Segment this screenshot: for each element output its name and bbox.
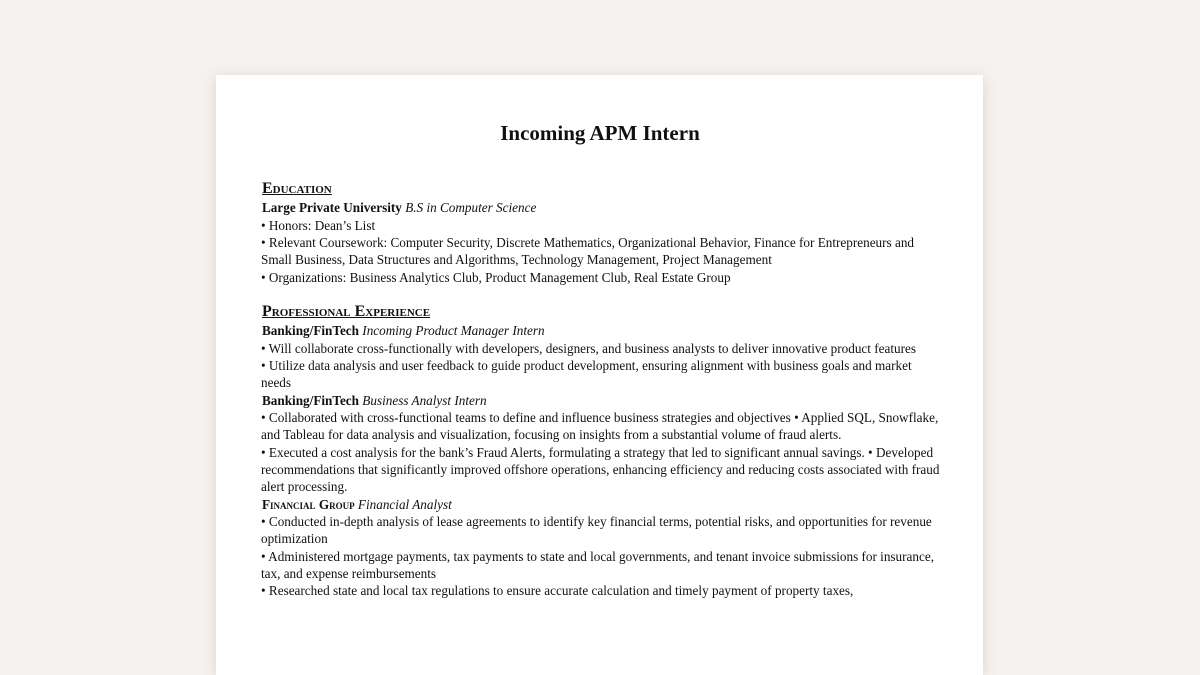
job-entry-2: [262, 392, 940, 410]
job-org: Banking/FinTech: [262, 392, 359, 408]
school-name: Large Private University: [262, 200, 402, 216]
job-3-bullets: [260, 513, 940, 599]
education-bullets: [260, 217, 940, 286]
job-bullet: • Administered mortgage payments, tax payments to state and local governments, and tenant invoice submissions for insurance, tax, and expense reimbursements: [261, 548, 934, 582]
job-role: Incoming Product Manager Intern: [362, 323, 545, 339]
job-bullet: • Utilize data analysis and user feedback to guide product development, ensuring alignment with business goals and market needs: [261, 358, 912, 391]
education-bullet-organizations: • Organizations: Business Analytics Club, Product Management Club, Real Estate Group: [261, 269, 731, 285]
job-entry-1: [262, 322, 940, 340]
education-heading: Education: [262, 180, 332, 198]
job-role: Business Analyst Intern: [362, 392, 487, 408]
job-bullet: • Researched state and local tax regulations to ensure accurate calculation and timely payment of property taxes,: [261, 583, 854, 599]
job-org: Banking/FinTech: [262, 323, 359, 339]
job-role: Financial Analyst: [357, 496, 452, 512]
job-entry-3: [262, 496, 940, 514]
education-bullet-coursework: • Relevant Coursework: Computer Security, Discrete Mathematics, Organizational Behavior, Finance for Entrepreneurs and Small Business, Data Structures and Algorithms, Technology Management, Project Management: [261, 235, 915, 268]
education-entry: [262, 199, 940, 217]
degree: B.S in Computer Science: [405, 200, 537, 216]
job-bullet: • Will collaborate cross-functionally with developers, designers, and business analysts to deliver innovative product features: [261, 340, 916, 356]
section-gap: [260, 286, 940, 302]
resume-page: [216, 75, 983, 675]
experience-heading: Professional Experience: [262, 303, 431, 321]
job-org: Financial Group: [262, 496, 355, 512]
education-bullet-honors: • Honors: Dean’s List: [261, 217, 376, 233]
resume-content: [260, 121, 940, 600]
job-2-bullets: [260, 409, 940, 495]
job-1-bullets: [260, 340, 940, 392]
job-bullet: • Collaborated with cross-functional teams to define and influence business strategies and objectives • Applied SQL, Snowflake, and Tableau for data analysis and visualization, focusing on insights from a substantial volume of fraud alerts.: [261, 410, 939, 443]
job-bullet: • Conducted in-depth analysis of lease agreements to identify key financial terms, potential risks, and opportunities for revenue optimization: [261, 514, 932, 547]
resume-title: Incoming APM Intern: [500, 121, 700, 145]
job-bullet: • Executed a cost analysis for the bank’s Fraud Alerts, formulating a strategy that led to significant annual savings. • Developed recommendations that significantly improved offshore operations, enhancing efficiency and reducing costs associated with fraud alert processing.: [261, 444, 940, 495]
